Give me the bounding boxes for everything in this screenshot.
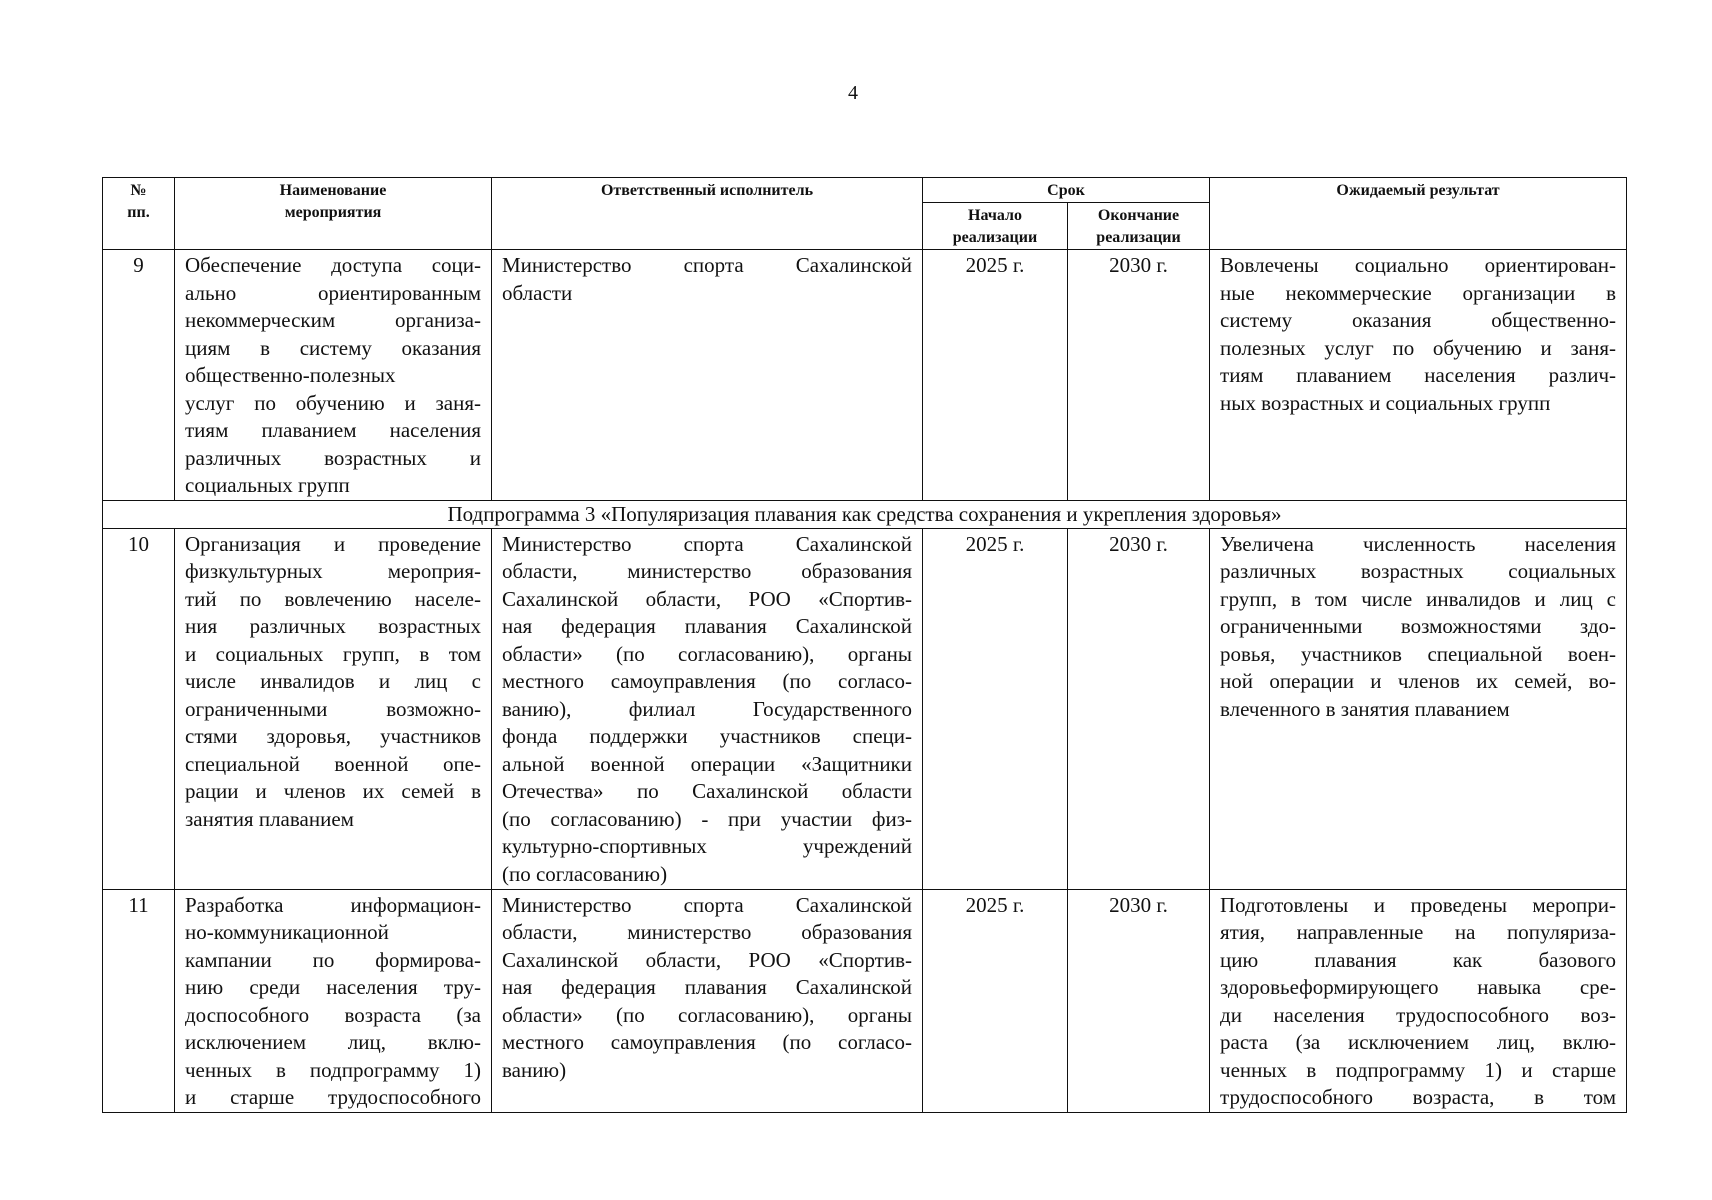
row-number: 9 xyxy=(103,250,175,501)
row-number: 11 xyxy=(103,889,175,1112)
page-number: 4 xyxy=(848,82,858,104)
header-term: Срок xyxy=(923,178,1210,203)
table-row xyxy=(103,528,1627,889)
activity-name: Разработка информацион- но-коммуникационной кампании по формирова- нию среди населения тру- доспособного возраста (за исключением лиц, вклю- ченных в подпрограмму 1) и старше трудоспособного xyxy=(175,889,492,1112)
responsible-executor: Министерство спорта Сахалинской области xyxy=(492,250,923,501)
table-row xyxy=(103,889,1627,1112)
header-row xyxy=(103,178,1627,203)
expected-result: Вовлечены социально ориентирован- ные некоммерческие организации в систему оказания общественно- полезных услуг по обучению и заня- тиям плаванием населения различ- ных возрастных и социальных групп xyxy=(1210,250,1627,501)
header-start: Начало реализации xyxy=(923,203,1068,250)
table-row xyxy=(103,250,1627,501)
row-number: 10 xyxy=(103,528,175,889)
subprogram-row xyxy=(103,500,1627,528)
activity-name: Организация и проведение физкультурных мероприя- тий по вовлечению населе- ния различных возрастных и социальных групп, в том числе инвалидов и лиц с ограниченными возможно- стями здоровья, участников специальной военной опе- рации и членов их семей в занятия плаванием xyxy=(175,528,492,889)
end-year: 2030 г. xyxy=(1068,528,1210,889)
expected-result: Увеличена численность населения различных возрастных социальных групп, в том числе инвалидов и лиц с ограниченными возможностями здо- ровья, участников специальной воен- ной операции и членов их семей, во- влеченного в занятия плаванием xyxy=(1210,528,1627,889)
header-num: № пп. xyxy=(103,178,175,250)
end-year: 2030 г. xyxy=(1068,250,1210,501)
activities-table xyxy=(102,177,1627,1113)
end-year: 2030 г. xyxy=(1068,889,1210,1112)
header-executor: Ответственный исполнитель xyxy=(492,178,923,250)
header-end: Окончание реализации xyxy=(1068,203,1210,250)
subprogram-title: Подпрограмма 3 «Популяризация плавания как средства сохранения и укрепления здоровья» xyxy=(103,500,1627,528)
header-name: Наименование мероприятия xyxy=(175,178,492,250)
header-result: Ожидаемый результат xyxy=(1210,178,1627,250)
start-year: 2025 г. xyxy=(923,528,1068,889)
start-year: 2025 г. xyxy=(923,250,1068,501)
start-year: 2025 г. xyxy=(923,889,1068,1112)
responsible-executor: Министерство спорта Сахалинской области, министерство образования Сахалинской области, РОО «Спортив- ная федерация плавания Сахалинской области» (по согласованию), органы местного самоуправления (по согласо- ванию) xyxy=(492,889,923,1112)
expected-result: Подготовлены и проведены меропри- ятия, направленные на популяриза- цию плавания как базового здоровьеформирующего навыка сре- ди населения трудоспособного воз- раста (за исключением лиц, вклю- ченных в подпрограмму 1) и старше трудоспособного возраста, в том xyxy=(1210,889,1627,1112)
activity-name: Обеспечение доступа соци- ально ориентированным некоммерческим организа- циям в систему оказания общественно-полезных услуг по обучению и заня- тиям плаванием населения различных возрастных и социальных групп xyxy=(175,250,492,501)
responsible-executor: Министерство спорта Сахалинской области, министерство образования Сахалинской области, РОО «Спортив- ная федерация плавания Сахалинской области» (по согласованию), органы местного самоуправления (по согласо- ванию), филиал Государственного фонда поддержки участников специ- альной военной операции «Защитники Отечества» по Сахалинской области (по согласованию) - при участии физ- культурно-спортивных учреждений (по согласованию) xyxy=(492,528,923,889)
